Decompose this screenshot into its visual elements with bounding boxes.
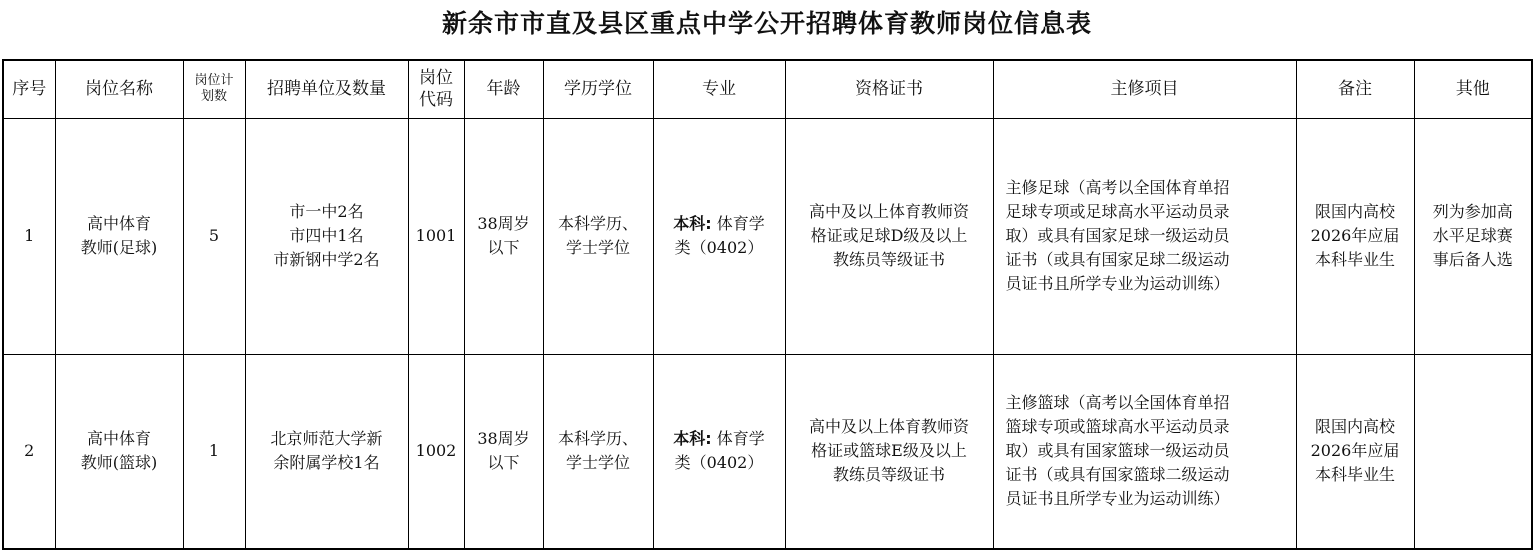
header-plan [183,60,245,118]
header-certificate: 资格证书 [785,60,993,118]
education-line: 学士学位 [565,238,630,257]
post-name-line: 教师(篮球) [80,453,158,473]
remark-line: 限国内高校 [1314,202,1395,221]
major-label: 本科: [673,214,712,233]
cert-line: 高中及以上体育教师资 [808,417,969,437]
header-plan-line2: 划数 [200,89,227,105]
cert-line: 格证或足球D级及以上 [810,226,968,245]
main-item-line: 取）或具有国家足球一级运动员 [1005,226,1230,245]
header-post-name: 岗位名称 [55,60,183,118]
cell-main-item [993,118,1296,354]
header-code-line1: 岗位 [419,68,453,89]
cell-code: 1002 [408,354,464,549]
major-text: 体育学 [716,429,765,449]
header-units: 招聘单位及数量 [245,60,408,118]
cert-line: 高中及以上体育教师资 [808,202,969,221]
other-line: 水平足球赛 [1432,226,1513,245]
main-item-line: 证书（或具有国家足球二级运动 [1005,250,1230,269]
main-item-line: 主修篮球（高考以全国体育单招 [1005,393,1230,413]
cell-other [1414,354,1532,549]
cell-remark [1296,118,1414,354]
remark-line: 2026年应届 [1310,226,1400,245]
remark-line: 限国内高校 [1314,417,1395,437]
major-label: 本科: [673,429,712,449]
cell-units [245,118,408,354]
unit-line: 市新钢中学2名 [273,250,380,269]
cell-plan: 1 [183,354,245,549]
header-seq: 序号 [3,60,55,118]
header-other: 其他 [1414,60,1532,118]
unit-line: 余附属学校1名 [273,453,380,473]
age-line: 以下 [487,453,520,473]
unit-line: 市一中2名 [289,202,364,221]
header-remark: 备注 [1296,60,1414,118]
cell-remark [1296,354,1414,549]
age-line: 38周岁 [477,214,530,233]
age-line: 以下 [487,238,520,257]
cell-post-name [55,118,183,354]
main-item-line: 证书（或具有国家篮球二级运动 [1005,465,1230,485]
cell-units [245,354,408,549]
unit-line: 北京师范大学新 [270,429,383,449]
header-main-item: 主修项目 [993,60,1296,118]
table-header-row [3,60,1532,118]
major-line: 类（0402） [674,238,764,257]
education-line: 本科学历、 [557,429,638,449]
cert-line: 教练员等级证书 [832,465,945,485]
header-age: 年龄 [464,60,543,118]
major-text: 体育学 [716,214,765,233]
main-item-line: 员证书且所学专业为运动训练） [1005,489,1230,509]
post-name-line: 教师(足球) [80,238,158,257]
major-line [657,427,782,451]
remark-line: 本科毕业生 [1314,250,1395,269]
header-education: 学历学位 [543,60,653,118]
cell-other [1414,118,1532,354]
cell-seq: 2 [3,354,55,549]
main-item-line: 篮球专项或篮球高水平运动员录 [1005,417,1230,437]
cell-age [464,354,543,549]
header-plan-line1: 岗位计 [194,73,234,89]
cell-plan: 5 [183,118,245,354]
other-line: 列为参加高 [1432,202,1513,221]
cell-major [653,354,785,549]
remark-line: 本科毕业生 [1314,465,1395,485]
cell-post-name [55,354,183,549]
cell-certificate [785,354,993,549]
cell-education [543,354,653,549]
education-line: 学士学位 [565,453,630,473]
job-info-table [2,59,1533,550]
other-line: 事后备人选 [1432,250,1513,269]
cert-line: 格证或篮球E级及以上 [811,441,967,461]
cert-line: 教练员等级证书 [832,250,945,269]
cell-main-item [993,354,1296,549]
main-item-line: 员证书且所学专业为运动训练） [1005,274,1230,293]
cell-certificate [785,118,993,354]
major-line [657,212,782,236]
table-row [3,118,1532,354]
main-item-line: 主修足球（高考以全国体育单招 [1005,178,1230,197]
post-name-line: 高中体育 [86,429,151,449]
header-code [408,60,464,118]
cell-major [653,118,785,354]
education-line: 本科学历、 [557,214,638,233]
post-name-line: 高中体育 [86,214,151,233]
remark-line: 2026年应届 [1310,441,1400,461]
major-line: 类（0402） [674,453,764,473]
header-major: 专业 [653,60,785,118]
cell-age [464,118,543,354]
table-row [3,354,1532,549]
header-code-line2: 代码 [419,90,453,111]
cell-code: 1001 [408,118,464,354]
main-item-line: 足球专项或足球高水平运动员录 [1005,202,1230,221]
page-title: 新余市市直及县区重点中学公开招聘体育教师岗位信息表 [441,9,1092,38]
main-item-line: 取）或具有国家篮球一级运动员 [1005,441,1230,461]
cell-seq: 1 [3,118,55,354]
unit-line: 市四中1名 [289,226,364,245]
cell-education [543,118,653,354]
age-line: 38周岁 [477,429,530,449]
